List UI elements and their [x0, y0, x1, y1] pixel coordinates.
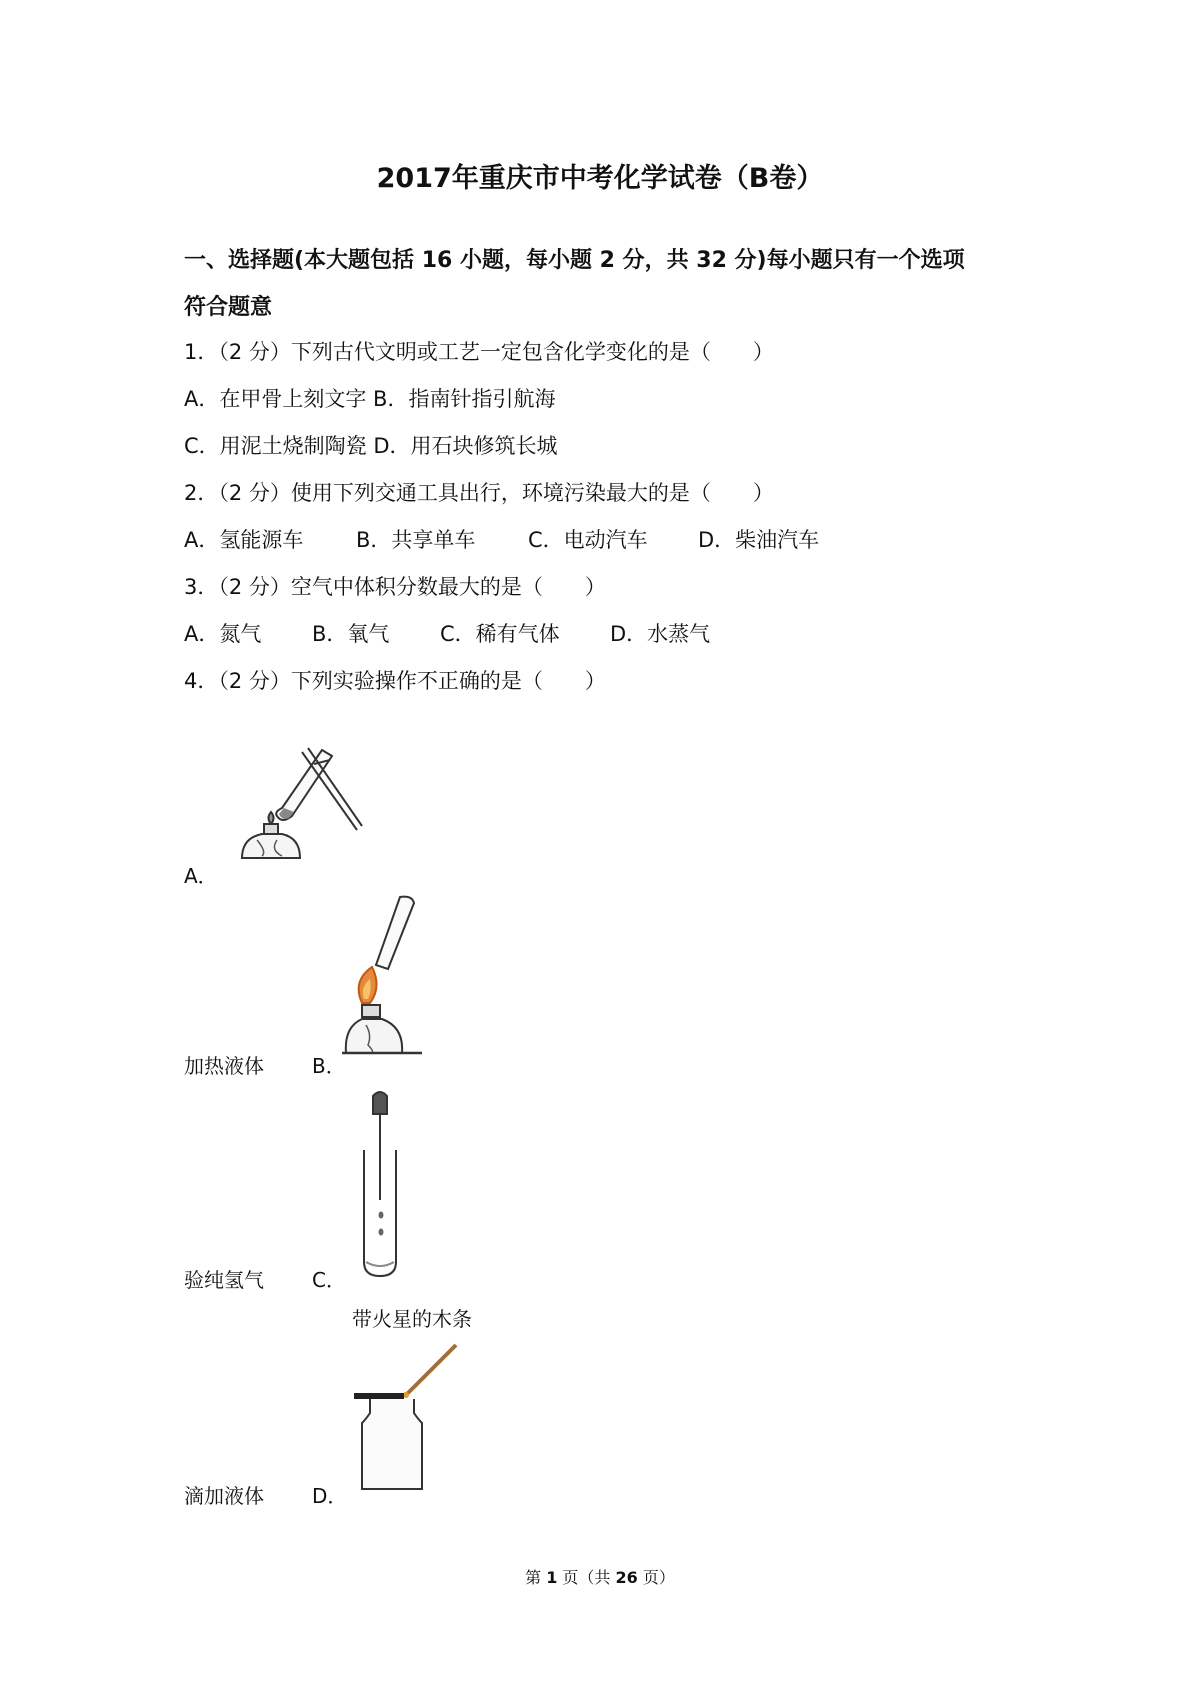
question-1-stem: 1．（2 分）下列古代文明或工艺一定包含化学变化的是（ ） — [184, 340, 774, 364]
question-2-option-c: C．电动汽车 — [528, 528, 648, 552]
question-4-option-b-letter: B． — [312, 1054, 346, 1078]
question-3-option-d: D．水蒸气 — [610, 622, 711, 646]
question-2-option-b: B．共享单车 — [356, 528, 476, 552]
question-2-stem: 2．（2 分）使用下列交通工具出行，环境污染最大的是（ ） — [184, 481, 774, 505]
question-1-options-row2: C．用泥土烧制陶瓷 D．用石块修筑长城 — [184, 434, 558, 458]
page-footer — [0, 1565, 1200, 1588]
question-4-stem: 4．（2 分）下列实验操作不正确的是（ ） — [184, 669, 606, 693]
footer-middle: 页（共 — [557, 1568, 616, 1587]
section-heading-line2: 符合题意 — [184, 295, 273, 320]
section-heading-line1: 一、选择题(本大题包括 16 小题，每小题 2 分，共 32 分)每小题只有一个选项 — [184, 248, 965, 273]
footer-total-pages: 26 — [615, 1568, 638, 1587]
question-1-options-row1: A．在甲骨上刻文字 B．指南针指引航海 — [184, 387, 556, 411]
footer-prefix: 第 — [525, 1568, 547, 1587]
footer-page-number: 1 — [546, 1568, 558, 1587]
question-3-option-a: A．氮气 — [184, 622, 262, 646]
question-4-option-a-letter: A． — [184, 864, 218, 888]
question-3-option-b: B．氧气 — [312, 622, 390, 646]
heating-test-tube-figure — [222, 738, 372, 878]
question-3-stem: 3．（2 分）空气中体积分数最大的是（ ） — [184, 575, 606, 599]
question-4-option-d-caption: 滴加液体 — [184, 1484, 264, 1508]
page-title: 2017年重庆市中考化学试卷（B卷） — [376, 163, 824, 194]
question-4-option-d-letter: D． — [312, 1484, 348, 1508]
splint-label: 带火星的木条 — [352, 1307, 472, 1331]
question-4-option-c-caption: 验纯氢气 — [184, 1268, 264, 1292]
question-4-option-c-letter: C． — [312, 1268, 346, 1292]
question-2-option-d: D．柴油汽车 — [698, 528, 820, 552]
footer-suffix: 页） — [637, 1568, 675, 1587]
gas-bottle-with-splint-figure — [350, 1335, 470, 1495]
question-4-option-b-caption: 加热液体 — [184, 1054, 264, 1078]
question-2-option-a: A．氢能源车 — [184, 528, 304, 552]
question-3-option-c: C．稀有气体 — [440, 622, 560, 646]
inverted-tube-over-flame-figure — [342, 895, 452, 1065]
dropper-into-test-tube-figure — [350, 1090, 410, 1280]
